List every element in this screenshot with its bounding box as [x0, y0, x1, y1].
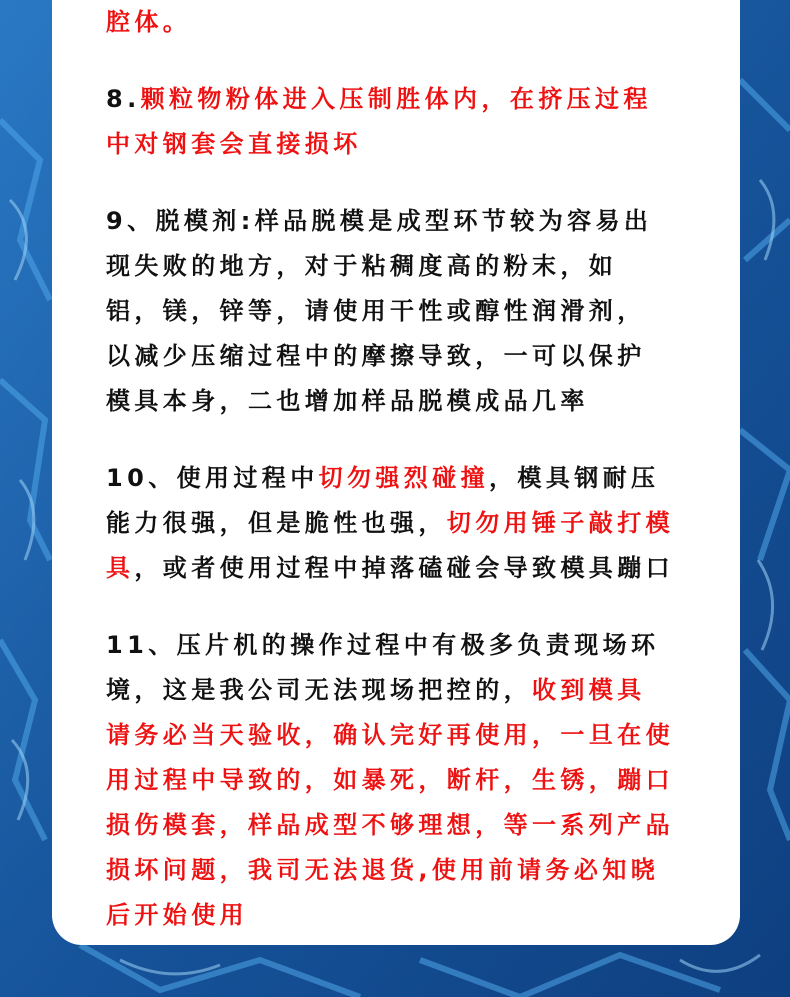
highlight-text: 损伤模套，样品成型不够理想，等一系列产品	[106, 811, 674, 839]
highlight-text: 切勿用锤子敲打模	[446, 509, 675, 537]
highlight-text: 请务必当天验收，确认完好再使用，一旦在使	[106, 721, 674, 749]
text-line	[106, 456, 736, 501]
paragraph-spacer	[106, 167, 736, 199]
text-line	[106, 334, 736, 379]
highlight-text: 颗粒物粉体进入压制胜体内，在挤压过程	[140, 85, 652, 113]
text-line	[106, 668, 736, 713]
paragraph-3	[106, 456, 736, 591]
body-text: 能力很强，但是脆性也强，	[106, 509, 447, 537]
text-line	[106, 758, 736, 803]
text-line	[106, 848, 736, 893]
text-line	[106, 803, 736, 848]
highlight-text: 收到模具	[532, 676, 646, 704]
text-line	[106, 623, 736, 668]
paragraph-2	[106, 199, 736, 424]
instruction-text	[106, 0, 736, 938]
body-text: ，模具钢耐压	[489, 464, 660, 492]
body-text: 11、压片机的操作过程中有极多负责现场环	[106, 631, 660, 659]
paragraph-spacer	[106, 45, 736, 77]
body-text: 现失败的地方，对于粘稠度高的粉末，如	[106, 252, 618, 280]
text-line	[106, 199, 736, 244]
highlight-text: 损坏问题，我司无法退货,使用前请务必知晓	[106, 856, 660, 884]
text-line	[106, 713, 736, 758]
text-line	[106, 244, 736, 289]
highlight-text: 用过程中导致的，如暴死，断杆，生锈，蹦口	[106, 766, 674, 794]
paragraph-1	[106, 77, 736, 167]
text-line	[106, 893, 736, 938]
highlight-text: 具	[106, 554, 135, 582]
text-line	[106, 289, 736, 334]
highlight-text: 切勿强烈碰撞	[318, 464, 490, 492]
text-line	[106, 379, 736, 424]
body-text: 境，这是我公司无法现场把控的，	[106, 676, 532, 704]
highlight-text: 中对钢套会直接损坏	[106, 130, 362, 158]
paragraph-4	[106, 623, 736, 938]
paragraph-spacer	[106, 591, 736, 623]
body-text: 10、使用过程中	[106, 464, 319, 492]
body-text: 8.	[106, 85, 141, 113]
text-line	[106, 0, 736, 45]
paragraph-spacer	[106, 424, 736, 456]
paragraph-0	[106, 0, 736, 45]
body-text: 9、脱模剂:样品脱模是成型环节较为容易出	[106, 207, 653, 235]
highlight-text: 后开始使用	[106, 901, 248, 929]
body-text: 模具本身，二也增加样品脱模成品几率	[106, 387, 589, 415]
text-line	[106, 77, 736, 122]
body-text: 以减少压缩过程中的摩擦导致，一可以保护	[106, 342, 646, 370]
highlight-text: 腔体。	[106, 8, 192, 36]
body-text: ，或者使用过程中掉落磕碰会导致模具蹦口	[134, 554, 675, 582]
text-line	[106, 122, 736, 167]
text-line	[106, 546, 736, 591]
text-line	[106, 501, 736, 546]
body-text: 铝，镁，锌等，请使用干性或醇性润滑剂，	[106, 297, 646, 325]
